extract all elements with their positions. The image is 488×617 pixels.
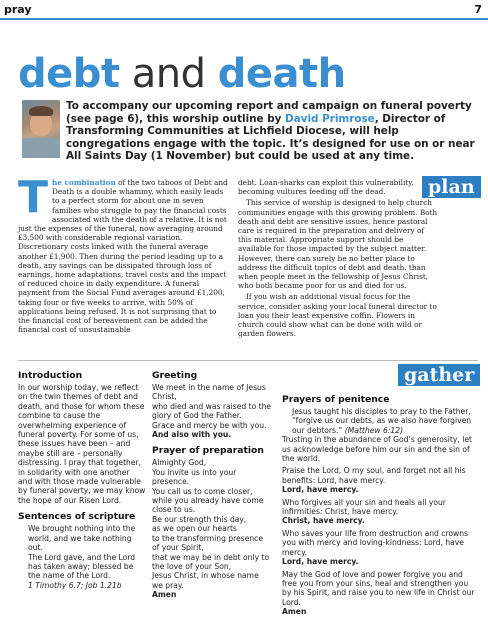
scripture-reference: 1 Timothy 6.7; Job 1.21b <box>28 580 122 590</box>
scripture-verse-2: The Lord gave, and the Lord has taken away; blessed be the name of the Lord. <box>28 552 136 581</box>
intro-text-after: , Director of Transforming Communities at Lichfield Diocese, will help congregations engage with the topic. It’s designed for use on or near All Saints Day (1 November) but could be used at any time. <box>66 112 475 163</box>
penitence-quote-ref: (Matthew 6:12) <box>344 425 404 435</box>
section-divider <box>18 360 478 361</box>
intro-standfirst <box>66 100 476 163</box>
drop-cap: T <box>18 172 49 223</box>
greeting-line-3: Grace and mercy be with you. <box>152 420 267 430</box>
preparation-line: You call us to come closer, <box>152 486 253 496</box>
preparation-line: Almighty God, <box>152 458 207 468</box>
plan-column-2 <box>238 178 438 340</box>
penitence-quote <box>282 407 478 435</box>
gather-column-2 <box>152 370 272 600</box>
penitence-quote-text: Jesus taught his disciples to pray to the Father, “forgive us our debts, as we also have forgiven our debtors.” <box>292 407 472 435</box>
page-header <box>0 0 488 20</box>
preparation-line: while you already have come close to us. <box>152 496 264 515</box>
plan-paragraph-2: debt. Loan-sharks can exploit this vulnerability, becoming vultures feeding off the dead. <box>238 178 414 197</box>
title-word-death: death <box>217 51 346 97</box>
penitence-response-2: Lord, have mercy. <box>282 485 359 495</box>
preparation-line: that we may be in debt only to the love of your Son, <box>152 552 270 571</box>
title-word-debt: debt <box>18 51 120 97</box>
gather-column-1 <box>18 370 146 590</box>
preparation-line: as we open our hearts <box>152 524 237 534</box>
plan-paragraph-1: of the two taboos of Debt and Death is a double whammy, which easily leads to a perfect storm for about one in seven families who struggle to pay the financial costs associated with the death of a relative. It is not just the expenses of the funeral, now averaging around £3,500 with considerable regional variation. Discretionary costs linked with the funeral average another £1,900. Then during the period leading up to a death, any savings can be dissipated through loss of earnings, home adaptations, travel costs and the impact of reduced choice in daily expenditure. A funeral payment from the Social Fund averages around £1,200, taking four or five weeks to arrive, with 50% of applications being refused. It is not surprising that to the financial cost of bereavement can be added the financial cost of unsustainable <box>18 178 228 335</box>
plan-paragraph-4: If you wish an additional visual focus for the service, consider asking your local funeral director to loan you their least expensive coffin. Flowers in church could show what can be done with wild or garden flowers. <box>238 292 437 339</box>
penitence-para-4: Who saves your life from destruction and crowns you with mercy and loving-kindness: Lord, have mercy. <box>282 528 469 557</box>
article-title <box>18 52 346 96</box>
lead-in: he combination <box>52 178 116 187</box>
penitence-amen: Amen <box>282 607 307 617</box>
section-tag-plan: plan <box>422 176 481 198</box>
introduction-heading: Introduction <box>18 370 83 381</box>
plan-paragraph-3: This service of worship is designed to help church communities engage with this growing problem. Both death and debt are sensitive issues, hence pastoral care is required in the preparation and delivery of this material. Appropriate support should be available for those impacted by the subject matter. However, there can surely be no better place to address the difficult topics of debt and death, than when people meet in the fellowship of Jesus Christ, who both became poor for us and died for us. <box>238 198 438 291</box>
penitence-para-2: Praise the Lord, O my soul, and forget not all his benefits: Lord, have mercy. <box>282 466 466 485</box>
author-photo <box>22 100 60 156</box>
author-name: David Primrose <box>285 112 375 125</box>
penitence-para-5: May the God of love and power forgive you and free you from your sins, heal and strengthen you by his Spirit, and raise you to new life in Christ our Lord. <box>282 569 475 607</box>
greeting-line-1: We meet in the name of Jesus Christ, <box>152 383 266 402</box>
intro-text-before: To accompany our upcoming report and campaign on funeral poverty (see page 6), this worship outline by <box>66 100 472 125</box>
gather-column-3 <box>282 394 478 617</box>
preparation-line: You invite us into your presence. <box>152 467 237 487</box>
penitence-para-3: Who forgives all your sin and heals all your infirmities: Christ, have mercy. <box>282 497 446 517</box>
introduction-text: In our worship today, we reflect on the twin themes of debt and death, and those for whom these combine to cause the overwhelming experience of funeral poverty. For some of us, these issues have been – and maybe still are – personally distressing. I pray that together, in solidarity with one another and with those made vulnerable by funeral poverty, we may know the hope of our Risen Lord. <box>18 383 146 505</box>
preparation-line: Jesus Christ, in whose name we pray. <box>152 571 259 590</box>
section-label: pray <box>4 3 32 16</box>
section-tag-gather: gather <box>398 364 480 386</box>
penitence-para-1: Trusting in the abundance of God’s generosity, let us acknowledge before him our sin and the sin of the world. <box>282 435 472 464</box>
preparation-line: to the transforming presence of your Spirit, <box>152 533 264 553</box>
preparation-amen: Amen <box>152 590 177 600</box>
greeting-line-2: who died and was raised to the glory of God the Father. <box>152 401 272 421</box>
scripture-verse-1: We brought nothing into the world, and we take nothing out. <box>28 524 136 553</box>
page-number: 7 <box>474 3 482 16</box>
preparation-line: Be our strength this day, <box>152 514 247 524</box>
preparation-heading: Prayer of preparation <box>152 445 264 457</box>
penitence-heading: Prayers of penitence <box>282 394 390 405</box>
greeting-heading: Greeting <box>152 370 198 381</box>
title-word-and: and <box>119 51 218 97</box>
penitence-response-3: Christ, have mercy. <box>282 516 365 526</box>
greeting-response: And also with you. <box>152 430 232 440</box>
plan-column-1 <box>18 172 228 335</box>
penitence-response-4: Lord, have mercy. <box>282 557 359 567</box>
scripture-heading: Sentences of scripture <box>18 511 136 523</box>
